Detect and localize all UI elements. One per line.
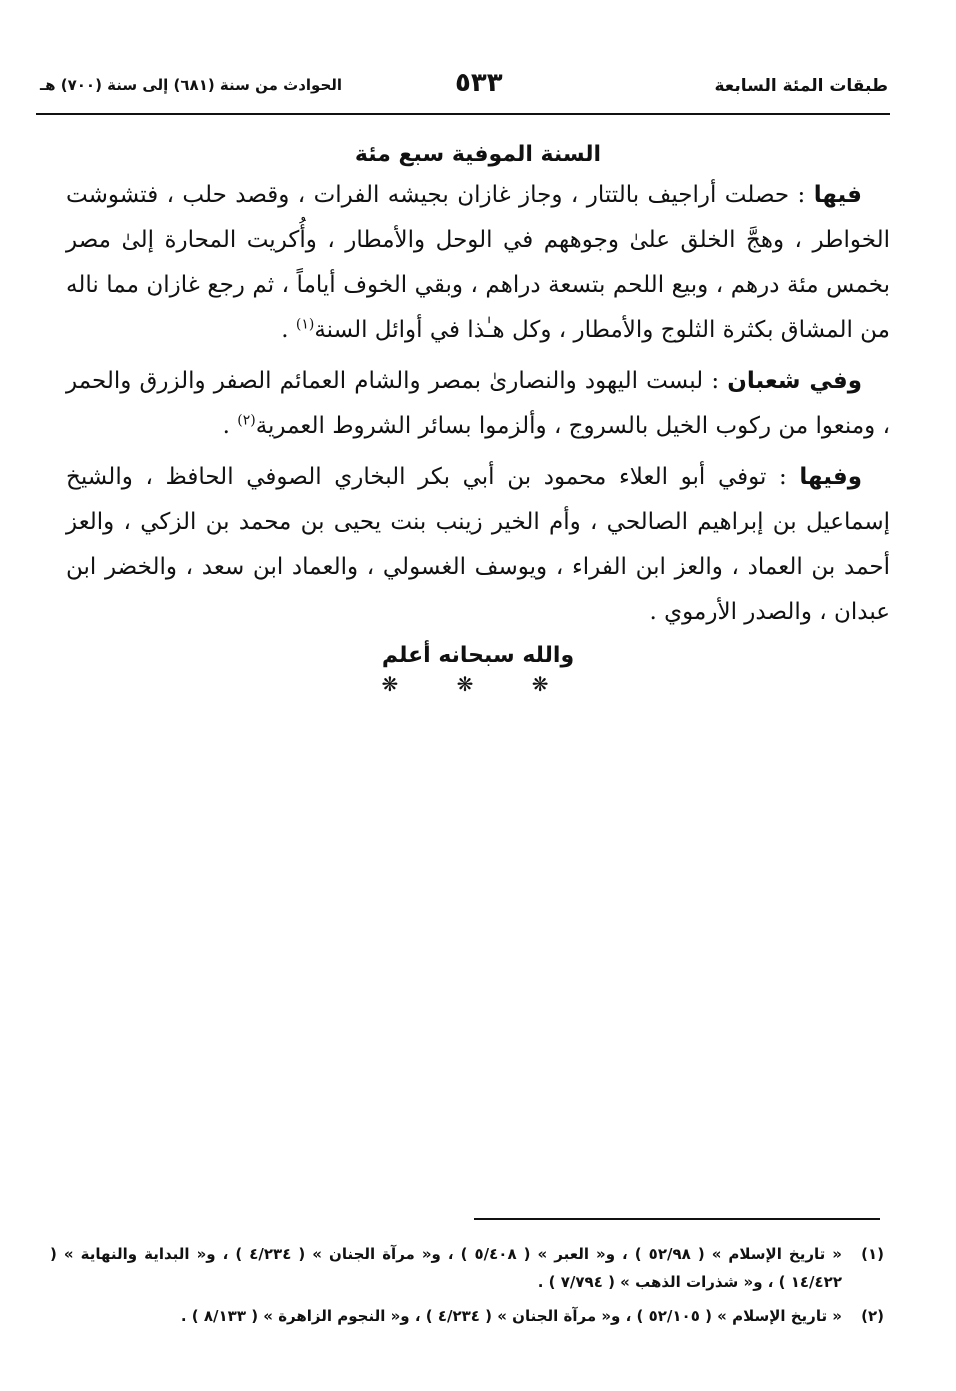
paragraph-end: . — [222, 413, 238, 439]
header-chapter-range: الحوادث من سنة (٦٨١) إلى سنة (٧٠٠) هـ — [40, 76, 343, 94]
running-header — [40, 68, 888, 104]
header-book-section: طبقات المئة السابعة — [714, 76, 888, 96]
section-end-ornament: ❋ ❋ ❋ — [381, 672, 575, 696]
footnote-text: « تاريخ الإسلام » ( ٥٢/٩٨ ) ، و« العبر » ( ٥/٤٠٨ ) ، و« مرآة الجنان » ( ٤/٢٣٤ ) ، و« البداية والنهاية » ( ١٤/٤٢٢ ) ، و« شذرات الذهب » ( ٧/٧٩٤ ) . — [50, 1245, 842, 1291]
page-number: ٥٣٣ — [455, 68, 503, 98]
section-title: السنة الموفية سبع مئة — [354, 142, 602, 167]
footnote-2 — [50, 1302, 884, 1330]
paragraph-lead: وفيها — [799, 464, 862, 490]
paragraph-text: : حصلت أراجيف بالتتار ، وجاز غازان بجيشه الفرات ، وقصد حلب ، فتشوشت الخواطر ، وهجَّ الخلق علىٰ وجوههم في الوحل والأمطار ، وأُكريت المحارة إلىٰ مصر بخمس مئة درهم ، وبيع اللحم بتسعة دراهم ، وبقي الخوف أياماً ، ثم رجع غازان مما ناله من المشاق بكثرة الثلوج والأمطار ، وكل هـٰذا في أوائل السنة — [66, 182, 890, 343]
paragraph-lead: وفي شعبان — [727, 368, 863, 394]
footnote-1 — [50, 1240, 884, 1296]
paragraph-end: . — [281, 317, 296, 343]
paragraph-2 — [66, 359, 890, 449]
footnote-divider — [474, 1218, 880, 1220]
closing-phrase: والله سبحانه أعلم — [381, 643, 575, 668]
paragraph-1 — [66, 173, 890, 353]
footnote-ref-1[interactable]: (١) — [295, 316, 315, 333]
footnote-ref-2[interactable]: (٢) — [237, 412, 256, 429]
header-divider — [36, 113, 890, 115]
main-text — [66, 142, 890, 696]
footnotes — [50, 1240, 884, 1336]
footnote-number: (٢) — [861, 1307, 884, 1325]
footnote-number: (١) — [861, 1245, 884, 1263]
paragraph-lead: فيها — [813, 182, 862, 208]
paragraph-text: : توفي أبو العلاء محمود بن أبي بكر البخاري الصوفي الحافظ ، والشيخ إسماعيل بن إبراهيم الصالحي ، وأم الخير زينب بنت يحيى بن محمد بن الزكي ، والعز أحمد بن العماد ، والعز ابن الفراء ، ويوسف الغسولي ، والعماد ابن سعد ، والخضر ابن عبدان ، والصدر الأرموي . — [66, 464, 890, 625]
footnote-text: « تاريخ الإسلام » ( ٥٢/١٠٥ ) ، و« مرآة الجنان » ( ٤/٢٣٤ ) ، و« النجوم الزاهرة » ( ٨/١٣٣ ) . — [180, 1307, 842, 1325]
paragraph-3 — [66, 455, 890, 635]
paragraph-text: : لبست اليهود والنصارىٰ بمصر والشام العمائم الصفر والزرق والحمر ، ومنعوا من ركوب الخيل بالسروج ، وألزموا بسائر الشروط العمرية — [66, 368, 890, 439]
